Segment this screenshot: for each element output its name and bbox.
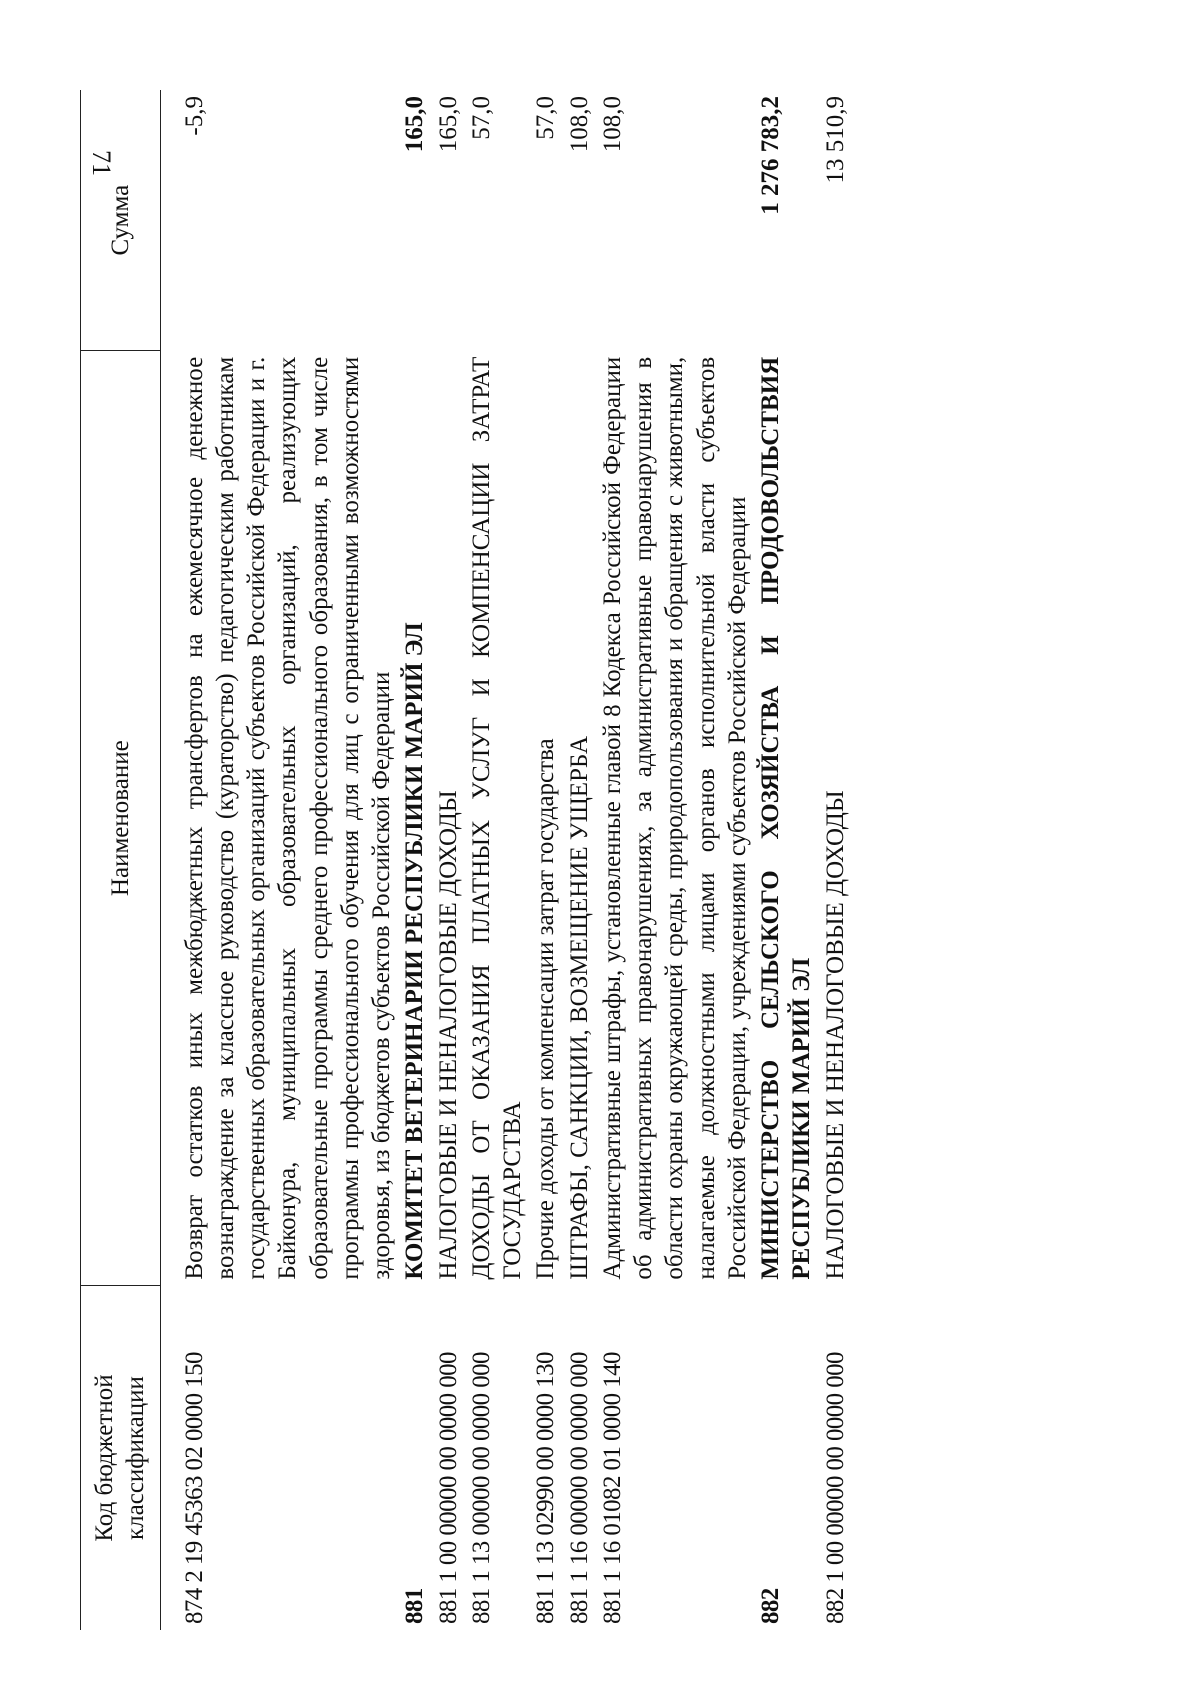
row-code: 881: [401, 1588, 429, 1624]
row-name: КОМИТЕТ ВЕТЕРИНАРИИ РЕСПУБЛИКИ МАРИЙ ЭЛ: [401, 622, 429, 1280]
row-code: 882 1 00 00000 00 0000 000: [821, 1352, 849, 1624]
row-code: 874 2 19 45363 02 0000 150: [180, 1352, 208, 1624]
header-amount: Сумма: [81, 90, 161, 351]
row-name: ШТРАФЫ, САНКЦИИ, ВОЗМЕЩЕНИЕ УЩЕРБА: [565, 735, 593, 1280]
row-code: 881 1 00 00000 00 0000 000: [434, 1352, 462, 1624]
table-row: [160, 90, 398, 1630]
table-header: [81, 90, 161, 1630]
row-amount: 57,0: [532, 96, 560, 140]
table-row: [563, 90, 596, 1630]
row-code: 881 1 13 02990 00 0000 130: [532, 1352, 560, 1624]
page-number: 71: [87, 150, 116, 176]
row-amount: 1 276 783,2: [757, 96, 784, 215]
row-name: НАЛОГОВЫЕ И НЕНАЛОГОВЫЕ ДОХОДЫ: [434, 790, 462, 1280]
budget-revenue-table: [80, 90, 852, 1630]
table-row: [754, 90, 819, 1630]
table-body: [160, 90, 852, 1630]
table-row: [465, 90, 530, 1630]
table-row: [529, 90, 562, 1630]
row-amount: 165,0: [401, 96, 429, 153]
row-amount: 108,0: [598, 96, 626, 153]
row-amount: -5,9: [180, 96, 208, 136]
row-name: МИНИСТЕРСТВО СЕЛЬСКОГО ХОЗЯЙСТВА И ПРОДОВОЛЬСТВИЯ РЕСПУБЛИКИ МАРИЙ ЭЛ: [757, 356, 816, 1280]
row-amount: 13 510,9: [821, 96, 849, 184]
table-row: [819, 90, 852, 1630]
row-name: Возврат остатков иных межбюджетных трансфертов на ежемесячное денежное вознаграждение за классное руководство (кураторство) педагогическим работникам государственных образовательных организаций субъектов Российской Федерации и г. Байконура, муниципальных образовательных организаций, реализующих образовательные программы среднего профессионального образования, в том числе программы профессионального обучения для лиц с ограниченными возможностями здоровья, из бюджетов субъектов Российской Федерации: [180, 356, 395, 1280]
table-row: [596, 90, 754, 1630]
row-code: 882: [757, 1588, 784, 1624]
row-amount: 57,0: [467, 96, 495, 140]
row-amount: 108,0: [565, 96, 593, 153]
row-code: 881 1 16 00000 00 0000 000: [565, 1352, 593, 1624]
row-name: НАЛОГОВЫЕ И НЕНАЛОГОВЫЕ ДОХОДЫ: [821, 790, 849, 1280]
table-row: [398, 90, 431, 1630]
row-code: 881 1 13 00000 00 0000 000: [467, 1352, 495, 1624]
row-amount: 165,0: [434, 96, 462, 153]
header-code: Код бюджетной классификации: [81, 1286, 161, 1630]
row-name: ДОХОДЫ ОТ ОКАЗАНИЯ ПЛАТНЫХ УСЛУГ И КОМПЕНСАЦИИ ЗАТРАТ ГОСУДАРСТВА: [467, 356, 526, 1280]
table-row: [432, 90, 465, 1630]
rotated-table-container: [80, 90, 1120, 1630]
row-code: 881 1 16 01082 01 0000 140: [598, 1352, 626, 1624]
row-name: Административные штрафы, установленные главой 8 Кодекса Российской Федерации об административных правонарушениях, за административные правонарушения в области охраны окружающей среды, природопользования и обращения с животными, налагаемые должностными лицами органов исполнительной власти субъектов Российской Федерации, учреждениями субъектов Российской Федерации: [598, 356, 751, 1280]
header-name: Наименование: [81, 351, 161, 1286]
row-name: Прочие доходы от компенсации затрат государства: [532, 738, 560, 1280]
